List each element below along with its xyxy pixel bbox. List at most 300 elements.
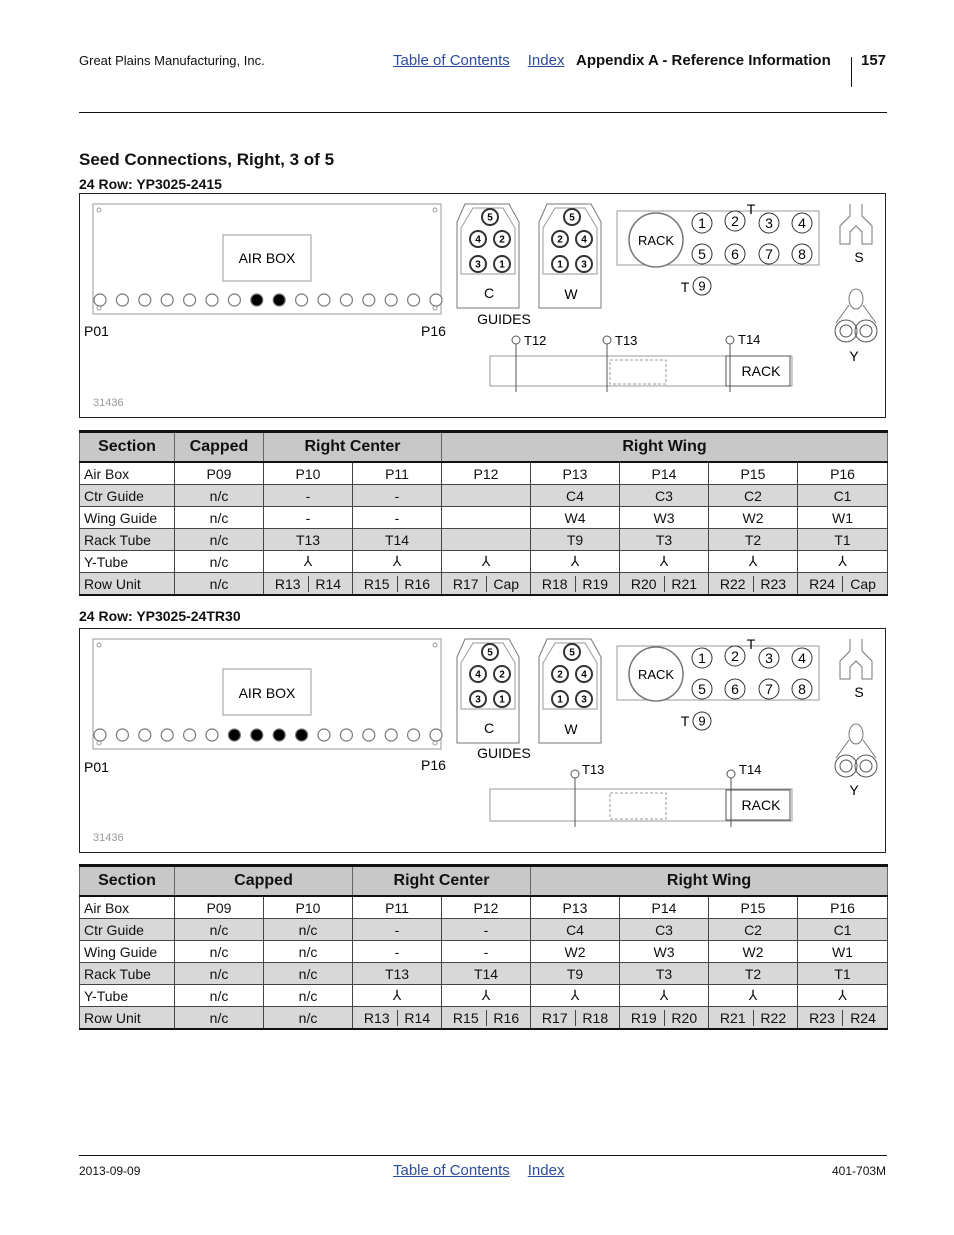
table-cell: P10 [264,462,353,485]
table-cell: ⅄ [264,551,353,573]
table-cell: P12 [442,896,531,919]
t13-label: T13 [615,333,638,348]
s-label: S [854,249,864,265]
air-box-port [228,294,240,306]
svg-text:9: 9 [698,713,706,729]
table-cell: n/c [175,573,264,596]
rack-coupler [610,360,666,384]
row-unit-value: R13 [363,1009,390,1026]
header-section: Section [80,866,175,897]
row-unit-pair [264,573,353,596]
number-badge [725,679,745,699]
table-cell: n/c [264,1007,353,1030]
bolt [433,208,437,212]
number-badge [576,691,592,707]
y-label: Y [849,782,859,798]
number-badge [692,679,712,699]
air-box-port [430,729,442,741]
table-cell: C1 [798,919,888,941]
svg-text:6: 6 [731,681,739,698]
number-badge [576,666,592,682]
table-cell: n/c [175,485,264,507]
number-badge [759,679,779,699]
svg-text:4: 4 [475,234,481,246]
svg-text:4: 4 [798,215,806,232]
row-unit-value: Cap [486,576,527,592]
row-unit-pair [620,1007,709,1030]
table-cell: n/c [264,985,353,1007]
svg-text:5: 5 [698,246,706,263]
table-cell: n/c [175,963,264,985]
svg-text:2: 2 [731,213,739,230]
table-row [80,896,888,919]
number-badge [552,666,568,682]
table-2-body [80,896,888,1029]
bolt [433,306,437,310]
svg-text:5: 5 [569,212,575,224]
svg-text:3: 3 [581,694,587,706]
number-badge [494,231,510,247]
table-cell: P16 [798,896,888,919]
appendix-title: Appendix A - Reference Information [576,52,831,69]
air-box-port [184,729,196,741]
t-label: T [746,636,756,652]
number-badge [494,691,510,707]
svg-text:1: 1 [499,259,505,271]
bolt [97,643,101,647]
air-box-port [385,729,397,741]
table-cell: P13 [531,462,620,485]
table-cell: W3 [620,941,709,963]
air-box-label: AIR BOX [238,685,296,701]
footer-rule [79,1155,887,1156]
footer-toc-link[interactable]: Table of Contents [393,1162,510,1179]
number-badge [482,209,498,225]
table-cell: ⅄ [353,551,442,573]
table-cell: T3 [620,963,709,985]
table-cell: T1 [798,963,888,985]
number-badge [693,712,711,730]
svg-text:3: 3 [765,650,773,667]
rack-label: RACK [741,363,781,379]
table-cell: - [353,485,442,507]
row-label: Wing Guide [80,507,175,529]
table-cell: - [264,485,353,507]
air-box-port [408,294,420,306]
number-badge [552,256,568,272]
air-box-port [139,729,151,741]
svg-text:5: 5 [698,681,706,698]
table-cell: W1 [798,507,888,529]
table-cell: C3 [620,485,709,507]
row-unit-value: R17 [541,1009,568,1026]
p01-label: P01 [84,323,109,339]
row-label: Air Box [80,462,175,485]
table-row [80,963,888,985]
table-cell: P15 [709,896,798,919]
number-badge [470,231,486,247]
number-badge [482,644,498,660]
table-cell: P12 [442,462,531,485]
svg-text:9: 9 [698,278,706,294]
table-cell: n/c [264,941,353,963]
table-row [80,919,888,941]
table-cell [442,485,531,507]
bolt [97,306,101,310]
table-cell: W4 [531,507,620,529]
bolt [433,741,437,745]
row-unit-pair [709,1007,798,1030]
bolt [433,643,437,647]
row-label: Row Unit [80,1007,175,1030]
row-unit-value: R16 [486,1010,527,1026]
air-box-port [116,294,128,306]
table-cell: n/c [264,963,353,985]
row-unit-value: R15 [452,1009,479,1026]
table-1-body [80,462,888,595]
air-box-port [340,294,352,306]
number-badge [494,256,510,272]
header-index-link[interactable]: Index [527,52,565,69]
table-cell: P09 [175,462,264,485]
table-cell: - [353,507,442,529]
svg-text:8: 8 [798,681,806,698]
svg-text:2: 2 [499,669,505,681]
number-badge [792,648,812,668]
number-badge [692,648,712,668]
table-cell: - [264,507,353,529]
air-box-port [273,729,285,741]
connections-table-1 [79,430,888,596]
number-badge [759,244,779,264]
c-label: C [483,720,495,736]
s-fitting-icon [840,204,872,244]
number-badge [564,209,580,225]
table-cell: ⅄ [709,985,798,1007]
row-unit-pair [531,573,620,596]
rack-t13-clamp [571,770,579,827]
figure-number: 31436 [93,832,124,844]
row-unit-pair [709,573,798,596]
table-cell: - [442,919,531,941]
s-fitting-icon [840,639,872,679]
air-box-port [430,294,442,306]
table-row [80,985,888,1007]
air-box-port [273,294,285,306]
table-cell: n/c [175,507,264,529]
table-cell: T13 [264,529,353,551]
row-unit-value: R14 [308,576,349,592]
y-label: Y [849,348,859,364]
table-row [80,462,888,485]
table-cell: P15 [709,462,798,485]
rack-t12-clamp [512,336,520,392]
table-cell: W2 [709,507,798,529]
header-capped: Capped [175,432,264,463]
row-unit-pair [798,573,888,596]
row-unit-pair [442,1007,531,1030]
company-name: Great Plains Manufacturing, Inc. [79,53,265,68]
p16-label: P16 [421,323,446,339]
svg-text:5: 5 [569,647,575,659]
air-box-port [184,294,196,306]
header-capped: Capped [175,866,353,897]
air-box-port [363,729,375,741]
row-unit-value: R19 [630,1009,657,1026]
table-cell: n/c [264,919,353,941]
connections-table-2 [79,864,888,1030]
number-badge [693,277,711,295]
air-box-port [408,729,420,741]
table-cell: T14 [442,963,531,985]
svg-text:5: 5 [487,647,493,659]
air-box-port [139,294,151,306]
table-cell: T2 [709,963,798,985]
number-badge [725,646,745,666]
table-cell: - [353,919,442,941]
svg-text:1: 1 [557,259,563,271]
table-row-row-unit [80,573,888,596]
row-unit-pair [620,573,709,596]
rack-hub-label: RACK [637,667,675,682]
number-badge [792,213,812,233]
number-badge [494,666,510,682]
table-cell: P14 [620,896,709,919]
rack-coupler [610,793,666,819]
table-cell: P09 [175,896,264,919]
table-row-row-unit [80,1007,888,1030]
table-cell: T1 [798,529,888,551]
s-label: S [854,684,864,700]
table-cell: C3 [620,919,709,941]
table-cell: T9 [531,963,620,985]
svg-text:4: 4 [581,234,587,246]
row-label: Ctr Guide [80,485,175,507]
table-cell: ⅄ [620,551,709,573]
svg-text:2: 2 [499,234,505,246]
t14-label: T14 [738,332,761,347]
air-box-port [228,729,240,741]
table-cell: n/c [175,551,264,573]
figure-number: 31436 [93,397,124,409]
table-cell: n/c [175,529,264,551]
svg-text:3: 3 [765,215,773,232]
row-unit-value: R22 [753,1010,794,1026]
row-unit-value: R20 [664,1010,705,1026]
row-unit-value: R24 [809,575,835,592]
table-row [80,485,888,507]
table-cell: ⅄ [709,551,798,573]
header-right-wing: Right Wing [442,432,888,463]
svg-text:1: 1 [557,694,563,706]
air-box-ports [94,729,442,741]
row-unit-value: R23 [753,576,794,592]
air-box-port [161,729,173,741]
air-box-port [340,729,352,741]
header-right-center: Right Center [353,866,531,897]
number-badge [470,691,486,707]
row-unit-value: R21 [664,576,705,592]
table-cell: - [353,941,442,963]
table-cell: n/c [175,919,264,941]
table-cell: C2 [709,485,798,507]
row-unit-value: R21 [719,1009,746,1026]
table-cell: W2 [709,941,798,963]
p01-label: P01 [84,759,109,775]
svg-text:4: 4 [475,669,481,681]
row-unit-value: R18 [575,1010,616,1026]
air-box-port [318,294,330,306]
table-cell: ⅄ [442,985,531,1007]
svg-text:1: 1 [499,694,505,706]
w-label: W [564,721,578,737]
diagram-1-svg [80,194,885,417]
table-cell: C1 [798,485,888,507]
air-box-port [251,294,263,306]
svg-text:2: 2 [557,234,563,246]
y-tube-icon [835,289,877,342]
row-label: Y-Tube [80,551,175,573]
row-unit-value: R23 [809,1009,835,1026]
number-badge [692,213,712,233]
table-cell: C4 [531,919,620,941]
row-unit-pair [531,1007,620,1030]
table-cell: C2 [709,919,798,941]
table-cell: n/c [175,985,264,1007]
bolt [97,208,101,212]
table-row [80,941,888,963]
table-cell: T14 [353,529,442,551]
air-box-port [206,294,218,306]
air-box-port [94,294,106,306]
number-badge [470,666,486,682]
table-cell: ⅄ [442,551,531,573]
table-cell: W2 [531,941,620,963]
header-divider [851,57,852,87]
row-unit-pair [798,1007,888,1030]
row-unit-pair [353,573,442,596]
table-cell: ⅄ [620,985,709,1007]
footer-nav [393,1162,564,1179]
table-cell: n/c [175,941,264,963]
air-box-port [116,729,128,741]
air-box-port [318,729,330,741]
table-cell: P11 [353,896,442,919]
table-row [80,551,888,573]
header-rule [79,112,887,113]
number-badge [552,231,568,247]
number-badge [792,679,812,699]
diagram-1 [79,193,886,418]
air-box-port [385,294,397,306]
header-right-center: Right Center [264,432,442,463]
rack-label: RACK [741,797,781,813]
p16-label: P16 [421,757,446,773]
svg-text:2: 2 [557,669,563,681]
table-cell: T2 [709,529,798,551]
t12-label: T12 [524,333,547,348]
table-cell: W3 [620,507,709,529]
table-cell: T3 [620,529,709,551]
row-unit-value: R14 [397,1010,438,1026]
air-box-port [363,294,375,306]
table-cell [442,529,531,551]
svg-text:3: 3 [581,259,587,271]
row-unit-value: R16 [397,576,438,592]
row-unit-value: R17 [452,575,479,592]
svg-text:2: 2 [731,648,739,665]
table-cell: n/c [175,1007,264,1030]
page-number: 157 [861,52,887,69]
header-right-wing: Right Wing [531,866,888,897]
svg-text:3: 3 [475,694,481,706]
number-badge [564,644,580,660]
table-cell: W1 [798,941,888,963]
number-badge [576,256,592,272]
row-unit-value: Cap [842,576,883,592]
svg-text:6: 6 [731,246,739,263]
svg-text:3: 3 [475,259,481,271]
row-label: Y-Tube [80,985,175,1007]
t14-label: T14 [739,762,762,777]
rack-hub-label: RACK [637,233,675,248]
row-label: Row Unit [80,573,175,596]
row-label: Rack Tube [80,963,175,985]
table-cell: - [442,941,531,963]
row-unit-pair [442,573,531,596]
svg-text:5: 5 [487,212,493,224]
row-label: Rack Tube [80,529,175,551]
row-label: Ctr Guide [80,919,175,941]
t9-prefix: T [680,279,690,295]
number-badge [725,211,745,231]
air-box-port [161,294,173,306]
svg-text:1: 1 [698,215,706,232]
air-box-port [206,729,218,741]
svg-text:1: 1 [698,650,706,667]
header-section: Section [80,432,175,463]
t-label: T [746,201,756,217]
table-cell: P11 [353,462,442,485]
header-toc-link[interactable]: Table of Contents [393,52,510,69]
number-badge [759,648,779,668]
footer-index-link[interactable]: Index [527,1162,565,1179]
svg-text:8: 8 [798,246,806,263]
table-row [80,529,888,551]
number-badge [692,244,712,264]
c-label: C [483,285,495,301]
table-cell: C4 [531,485,620,507]
table-cell: ⅄ [798,985,888,1007]
number-badge [759,213,779,233]
row-unit-value: R15 [363,575,390,592]
diagram-2 [79,628,886,853]
table1-subtitle: 24 Row: YP3025-2415 [79,176,222,192]
svg-text:4: 4 [798,650,806,667]
row-unit-value: R13 [274,575,301,592]
air-box-port [296,729,308,741]
table-cell: ⅄ [353,985,442,1007]
air-box-label: AIR BOX [238,250,296,266]
air-box-port [94,729,106,741]
guides-label: GUIDES [477,745,531,761]
t9-prefix: T [680,713,690,729]
table-row [80,507,888,529]
number-badge [470,256,486,272]
table-cell: P10 [264,896,353,919]
table-cell: P14 [620,462,709,485]
row-unit-value: R19 [575,576,616,592]
